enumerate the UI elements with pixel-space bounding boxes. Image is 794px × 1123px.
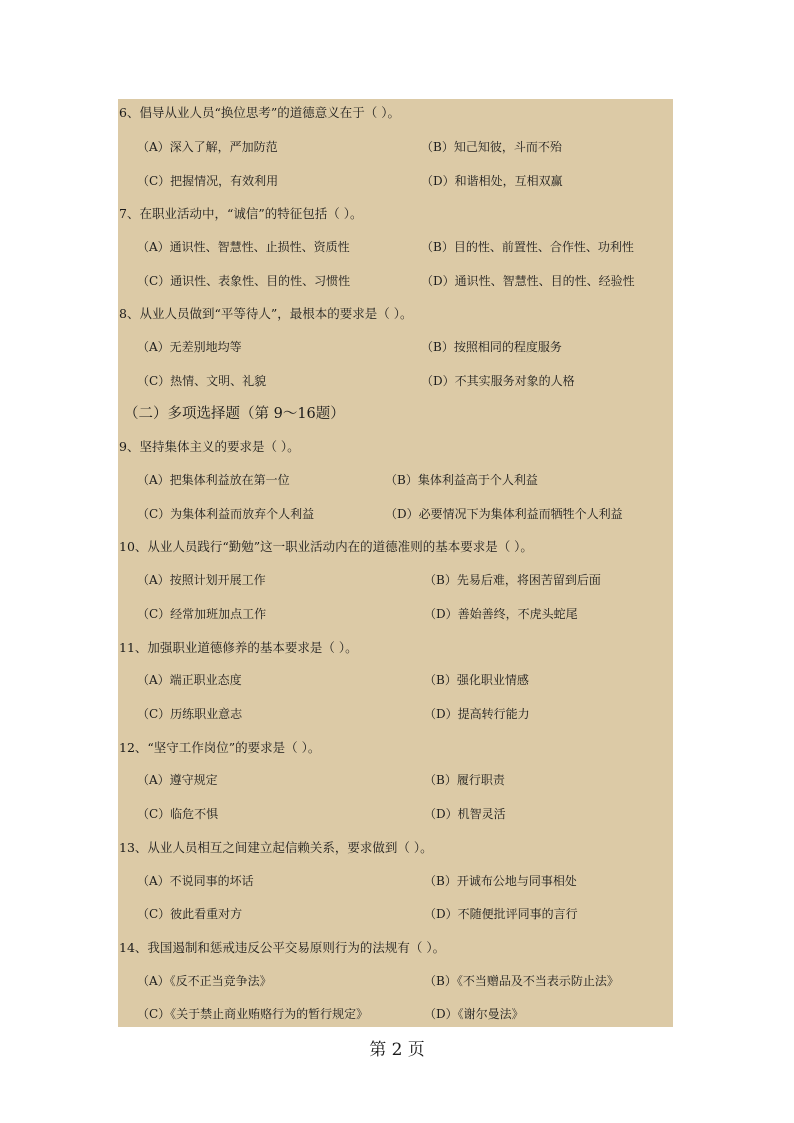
question-12-option-c: （C）临危不惧: [137, 807, 219, 821]
question-6-option-a: （A）深入了解，严加防范: [137, 140, 278, 154]
question-13-option-d: （D）不随便批评同事的言行: [424, 907, 578, 921]
question-12-option-b: （B）履行职责: [424, 773, 505, 787]
question-12-option-d: （D）机智灵活: [424, 807, 506, 821]
question-14-option-c: （C）《关于禁止商业贿赂行为的暂行规定》: [137, 1007, 369, 1021]
question-14-option-d: （D）《谢尔曼法》: [424, 1007, 524, 1021]
question-8-option-d: （D）不其实服务对象的人格: [421, 374, 575, 388]
question-8-option-c: （C）热情、文明、礼貌: [137, 374, 267, 388]
question-13-option-a: （A）不说同事的坏话: [137, 874, 254, 888]
question-13-option-b: （B）开诚布公地与同事相处: [424, 874, 577, 888]
question-11-option-a: （A）端正职业态度: [137, 673, 242, 687]
question-7-option-d: （D）通识性、智慧性、目的性、经验性: [421, 274, 635, 288]
question-12-stem: 12、“坚守工作岗位”的要求是（ ）。: [119, 740, 321, 755]
question-14-option-b: （B）《不当赠品及不当表示防止法》: [424, 974, 619, 988]
question-10-stem: 10、从业人员践行“勤勉”这一职业活动内在的道德准则的基本要求是（ ）。: [119, 539, 533, 554]
question-10-option-b: （B）先易后难，将困苦留到后面: [424, 573, 601, 587]
question-6-option-b: （B）知己知彼，斗而不殆: [421, 140, 562, 154]
question-11-option-d: （D）提高转行能力: [424, 707, 530, 721]
question-7-option-a: （A）通识性、智慧性、止损性、资质性: [137, 240, 350, 254]
question-14-stem: 14、我国遏制和惩戒违反公平交易原则行为的法规有（ ）。: [119, 940, 446, 955]
question-8-option-a: （A）无差别地均等: [137, 340, 242, 354]
question-6-stem: 6、倡导从业人员“换位思考”的道德意义在于（ ）。: [119, 105, 400, 120]
question-11-option-b: （B）强化职业情感: [424, 673, 529, 687]
question-11-option-c: （C）历练职业意志: [137, 707, 243, 721]
question-7-option-c: （C）通识性、表象性、目的性、习惯性: [137, 274, 351, 288]
question-9-option-a: （A）把集体利益放在第一位: [137, 473, 290, 487]
question-9-option-d: （D）必要情况下为集体利益而牺牲个人利益: [385, 507, 623, 521]
question-12-option-a: （A）遵守规定: [137, 773, 218, 787]
question-6-option-c: （C）把握情况，有效利用: [137, 174, 279, 188]
question-7-option-b: （B）目的性、前置性、合作性、功利性: [421, 240, 634, 254]
question-6-option-d: （D）和谐相处，互相双赢: [421, 174, 563, 188]
question-10-option-d: （D）善始善终，不虎头蛇尾: [424, 607, 578, 621]
question-10-option-a: （A）按照计划开展工作: [137, 573, 266, 587]
section-heading: （二）多项选择题（第 9～16题）: [124, 406, 345, 422]
question-10-option-c: （C）经常加班加点工作: [137, 607, 267, 621]
question-13-option-c: （C）彼此看重对方: [137, 907, 243, 921]
question-14-option-a: （A）《反不正当竞争法》: [137, 974, 272, 988]
question-9-option-b: （B）集体利益高于个人利益: [385, 473, 538, 487]
page-number: 第 2 页: [369, 1040, 425, 1060]
question-8-stem: 8、从业人员做到“平等待人”，最根本的要求是（ ）。: [119, 306, 413, 321]
question-7-stem: 7、在职业活动中，“诚信”的特征包括（ ）。: [119, 206, 363, 221]
question-13-stem: 13、从业人员相互之间建立起信赖关系，要求做到（ ）。: [119, 840, 433, 855]
question-8-option-b: （B）按照相同的程度服务: [421, 340, 562, 354]
question-11-stem: 11、加强职业道德修养的基本要求是（ ）。: [119, 640, 358, 655]
question-9-option-c: （C）为集体利益而放弃个人利益: [137, 507, 315, 521]
question-9-stem: 9、坚持集体主义的要求是（ ）。: [119, 439, 300, 454]
